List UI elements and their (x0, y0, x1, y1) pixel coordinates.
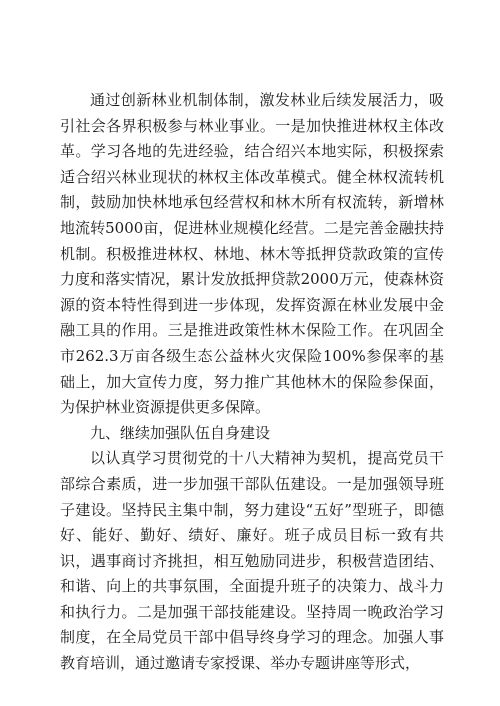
section-heading: 九、继续加强队伍自身建设 (90, 423, 271, 442)
paragraph-team-building: 以认真学习贯彻党的十八大精神为契机，提高党员干部综合素质，进一步加强干部队伍建设。一是加强领导班子建设。坚持民主集中制，努力建设“五好”型班子，即德好、能好、勤好、绩好、廉好。班子成员目标一致有共识，遇事商讨齐挑担，相互勉励同进步，积极营造团结、和谐、向上的共事氛围，全面提升班子的决策力、战斗力和执行力。二是加强干部技能建设。坚持周一晚政治学习制度，在全局党员干部中倡导终身学习的理念。加强人事教育培训，通过邀请专家授课、举办专题讲座等形式， (60, 449, 444, 673)
document-body (60, 88, 444, 677)
paragraph-forestry-reform: 通过创新林业机制体制，激发林业后续发展活力，吸引社会各界积极参与林业事业。一是加快推进林权主体改革。学习各地的先进经验，结合绍兴本地实际，积极探索适合绍兴林业现状的林权主体改革模式。健全林权流转机制，鼓励加快林地承包经营权和林木所有权流转，新增林地流转5000亩，促进林业规模化经营。二是完善金融扶持机制。积极推进林权、林地、林木等抵押贷款政策的宣传力度和落实情况，累计发放抵押贷款2000万元，使森林资源的资本特性得到进一步体现，发挥资源在林业发展中金融工具的作用。三是推进政策性林木保险工作。在巩固全市262.3万亩各级生态公益林火灾保险100%参保率的基础上，加大宣传力度，努力推广其他林木的保险参保面，为保护林业资源提供更多保障。 (60, 91, 444, 417)
